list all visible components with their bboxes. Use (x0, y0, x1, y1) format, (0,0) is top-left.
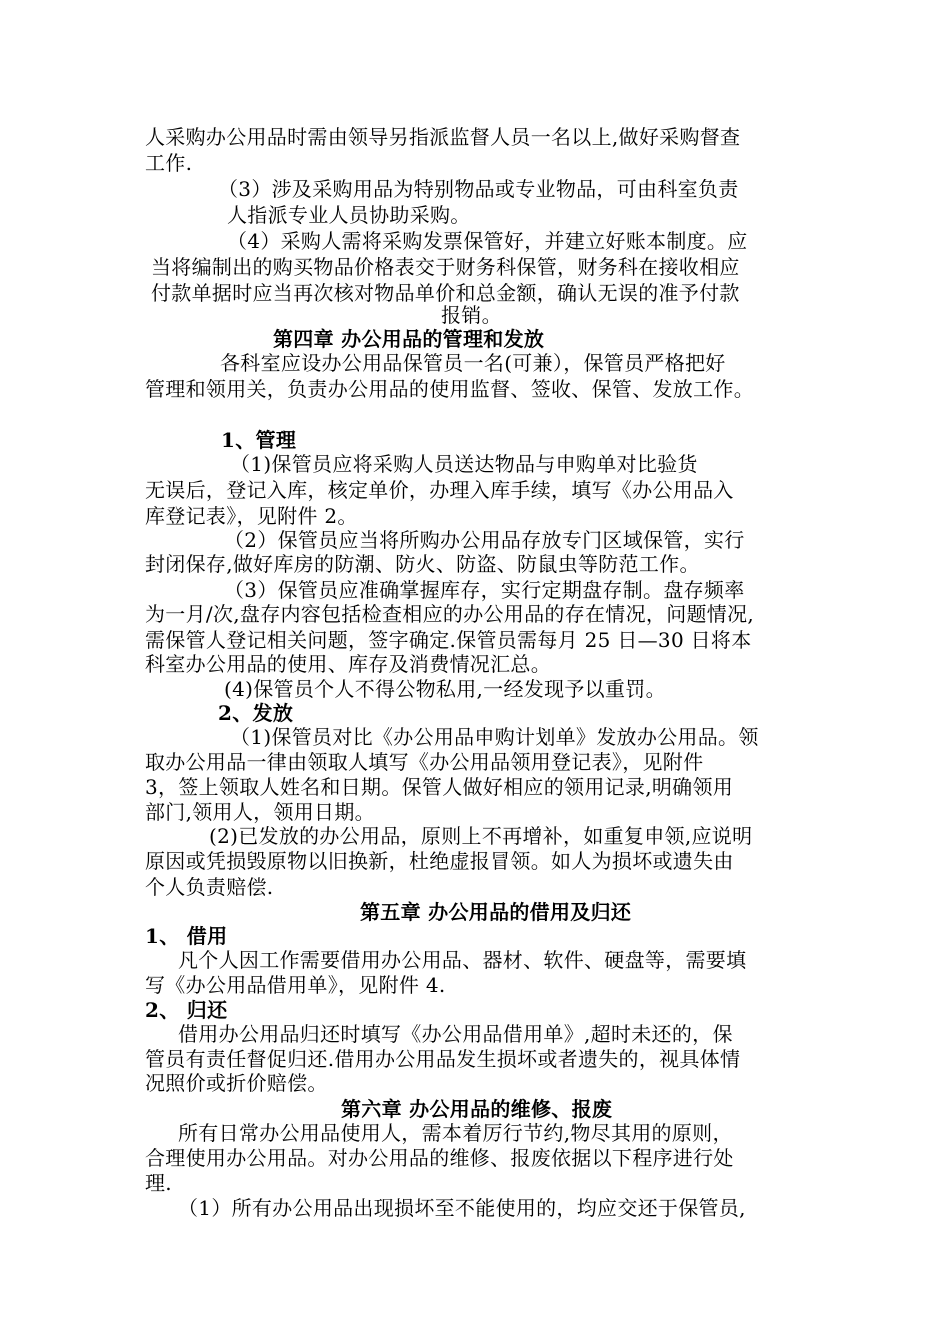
text-line: 所有日常办公用品使用人，需本着厉行节约,物尽其用的原则， (178, 1121, 733, 1145)
text-line: (2)已发放的办公用品，原则上不再增补，如重复申领,应说明 (209, 824, 753, 848)
text-line: （1）所有办公用品出现损坏至不能使用的，均应交还于保管员, (178, 1196, 746, 1220)
text-line: （3）涉及采购用品为特别物品或专业物品，可由科室负责 (218, 177, 739, 201)
text-line: 各科室应设办公用品保管员一名(可兼），保管员严格把好 (220, 351, 726, 375)
text-line: 3，签上领取人姓名和日期。保管人做好相应的领用记录,明确领用 (145, 775, 734, 799)
text-line: （2）保管员应当将所购办公用品存放专门区域保管，实行 (224, 528, 745, 552)
text-line: （4）采购人需将采购发票保管好，并建立好账本制度。应 (227, 229, 748, 253)
text-line: 个人负责赔偿. (145, 875, 274, 899)
text-line: 需保管人登记相关问题，签字确定.保管员需每月 25 日—30 日将本 (145, 628, 752, 652)
text-line: 况照价或折价赔偿。 (145, 1071, 328, 1095)
text-line: 为一月/次,盘存内容包括检查相应的办公用品的存在情况，问题情况, (145, 602, 755, 626)
section-heading-manage: 1、管理 (221, 428, 297, 452)
text-line: 当将编制出的购买物品价格表交于财务科保管，财务科在接收相应 (151, 255, 740, 279)
text-line: 理. (145, 1171, 172, 1195)
section-heading-return: 2、 归还 (145, 998, 228, 1022)
chapter-6-heading: 第六章 办公用品的维修、报废 (341, 1097, 613, 1121)
text-line: 无误后，登记入库，核定单价，办理入库手续，填写《办公用品入 (145, 478, 734, 502)
text-line: 部门,领用人，领用日期。 (145, 800, 375, 824)
chapter-5-heading: 第五章 办公用品的借用及归还 (360, 900, 632, 924)
text-line: 凡个人因工作需要借用办公用品、器材、软件、硬盘等，需要填 (178, 948, 747, 972)
text-line: 封闭保存,做好库房的防潮、防火、防盗、防鼠虫等防范工作。 (145, 552, 700, 576)
section-heading-borrow: 1、 借用 (145, 924, 228, 948)
text-line: 人指派专业人员协助采购。 (227, 203, 471, 227)
text-line: （3）保管员应准确掌握库存，实行定期盘存制。盘存频率 (224, 578, 745, 602)
text-line: (4)保管员个人不得公物私用,一经发现予以重罚。 (224, 677, 666, 701)
chapter-4-heading: 第四章 办公用品的管理和发放 (273, 327, 545, 351)
text-line: 管员有责任督促归还.借用办公用品发生损坏或者遗失的，视具体情 (145, 1047, 741, 1071)
text-line: 科室办公用品的使用、库存及消费情况汇总。 (145, 652, 551, 676)
text-line: 工作. (145, 151, 193, 175)
text-line: 借用办公用品归还时填写《办公用品借用单》,超时未还的，保 (178, 1022, 733, 1046)
text-line: 付款单据时应当再次核对物品单价和总金额，确认无误的准予付款 (151, 281, 740, 305)
text-line: 取办公用品一律由领取人填写《办公用品领用登记表》，见附件 (145, 750, 704, 774)
text-line: 库登记表》，见附件 2。 (145, 504, 358, 528)
text-line: 原因或凭损毁原物以旧换新，杜绝虚报冒领。如人为损坏或遗失由 (145, 849, 734, 873)
text-line: 写《办公用品借用单》，见附件 4. (145, 973, 446, 997)
text-line: （1)保管员对比《办公用品申购计划单》发放办公用品。领 (230, 725, 759, 749)
text-line: 管理和领用关，负责办公用品的使用监督、签收、保管、发放工作。 (145, 377, 754, 401)
text-line: 合理使用办公用品。对办公用品的维修、报废依据以下程序进行处 (145, 1146, 734, 1170)
text-line: 人采购办公用品时需由领导另指派监督人员一名以上,做好采购督查 (145, 125, 741, 149)
text-line: （1)保管员应将采购人员送达物品与申购单对比验货 (230, 452, 698, 476)
section-heading-distribute: 2、发放 (218, 701, 294, 725)
text-line: 报销。 (441, 303, 502, 327)
